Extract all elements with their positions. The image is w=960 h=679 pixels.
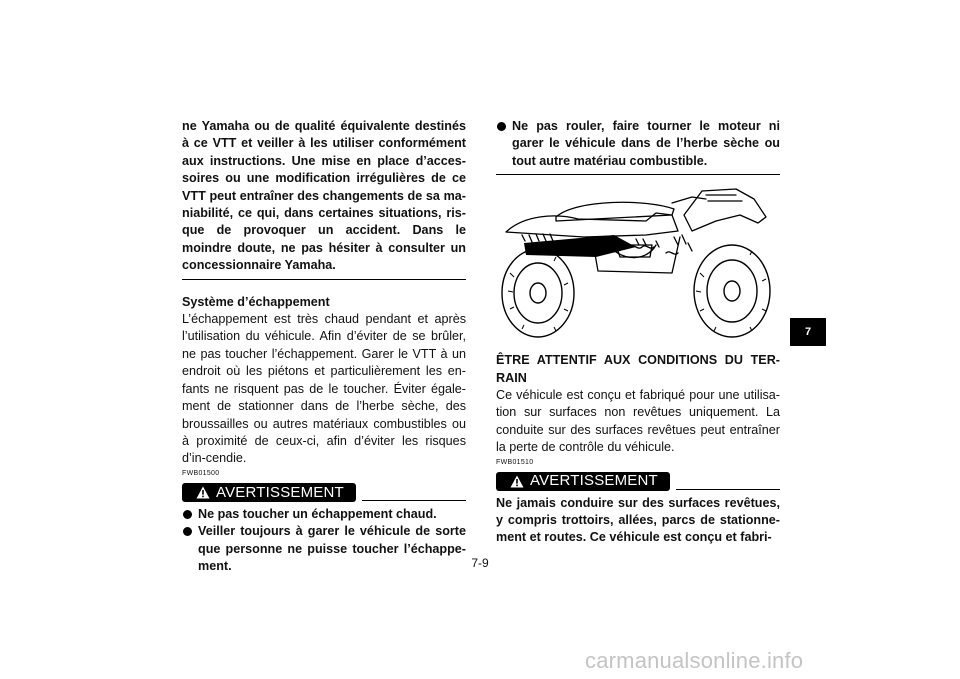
chapter-tab: 7 [790,318,826,346]
warning-code: FWB01510 [496,458,534,466]
warning-code: FWB01500 [182,469,220,477]
atv-illustration-icon [496,187,780,342]
bullet-dot [183,527,192,536]
bullet-text: Ne pas rouler, faire tourner le moteur ni garer le véhicule dans de l’herbe sèche ou tout autre matériau combustible. [512,119,780,168]
warning-triangle-icon [510,475,524,488]
bullet-text: Ne pas toucher un échappement chaud. [198,506,437,521]
bullet-text: Veiller toujours à garer le véhicule de sorte que personne ne puisse toucher l’échappe-ment. [198,524,466,573]
warning-bullet [182,523,466,575]
warning-line [362,500,466,501]
warning-bullet [496,118,780,170]
warning-label-box [182,483,356,502]
bullet-dot [497,122,506,131]
warning-label-box [496,472,670,491]
warning-bullet [182,506,466,523]
page-number: 7-9 [471,556,489,570]
right-column [496,118,780,547]
warning-banner [496,469,780,491]
warning-banner [182,480,466,502]
watermark: carmanualsonline.info [585,648,804,673]
terrain-warning-text: Ne jamais conduire sur des surfaces revêtues, y compris trottoirs, allées, parcs de stationne-ment et routes. Ce véhicule est conçu et fabri- [496,495,780,545]
divider [496,174,780,175]
exhaust-paragraph: L’échappement est très chaud pendant et après l’utilisation du véhicule. Afin d’éviter de se brûler, ne pas toucher l’échappement. Garer le VTT à un endroit où les piétons et particulièrement les en-fants ne risquent pas de le toucher. Éviter égale-ment de stationner dans de l’herbe sèche, des broussailles ou autres matériaux combustibles ou à proximité de ceux-ci, afin d’éviter les risques d’in-cendie. [182,312,466,466]
exhaust-heading: Système d’échappement [182,294,330,309]
intro-paragraph: ne Yamaha ou de qualité équivalente destinés à ce VTT et veiller à les utiliser conformément aux instructions. Une mise en place d’acces-soires ou une modification irrégulières de ce VTT peut entraîner des changements de sa ma-niabilité, ce qui, dans certaines situations, ris-que de provoquer un accident. Dans le moindre doute, ne pas hésiter à consulter un concessionnaire Yamaha. [182,119,466,273]
warning-line [676,489,780,490]
terrain-heading: ÊTRE ATTENTIF AUX CONDITIONS DU TER-RAIN [496,353,780,385]
bullet-dot [183,510,192,519]
warning-label: AVERTISSEMENT [216,483,344,501]
divider [182,279,466,280]
terrain-paragraph: Ce véhicule est conçu et fabriqué pour une utilisa-tion sur surfaces non revêtues uniquement. La conduite sur des surfaces revêtues peut entraîner la perte de contrôle du véhicule. [496,388,780,455]
warning-triangle-icon [196,486,210,499]
warning-label: AVERTISSEMENT [530,472,658,490]
left-column [182,118,466,575]
